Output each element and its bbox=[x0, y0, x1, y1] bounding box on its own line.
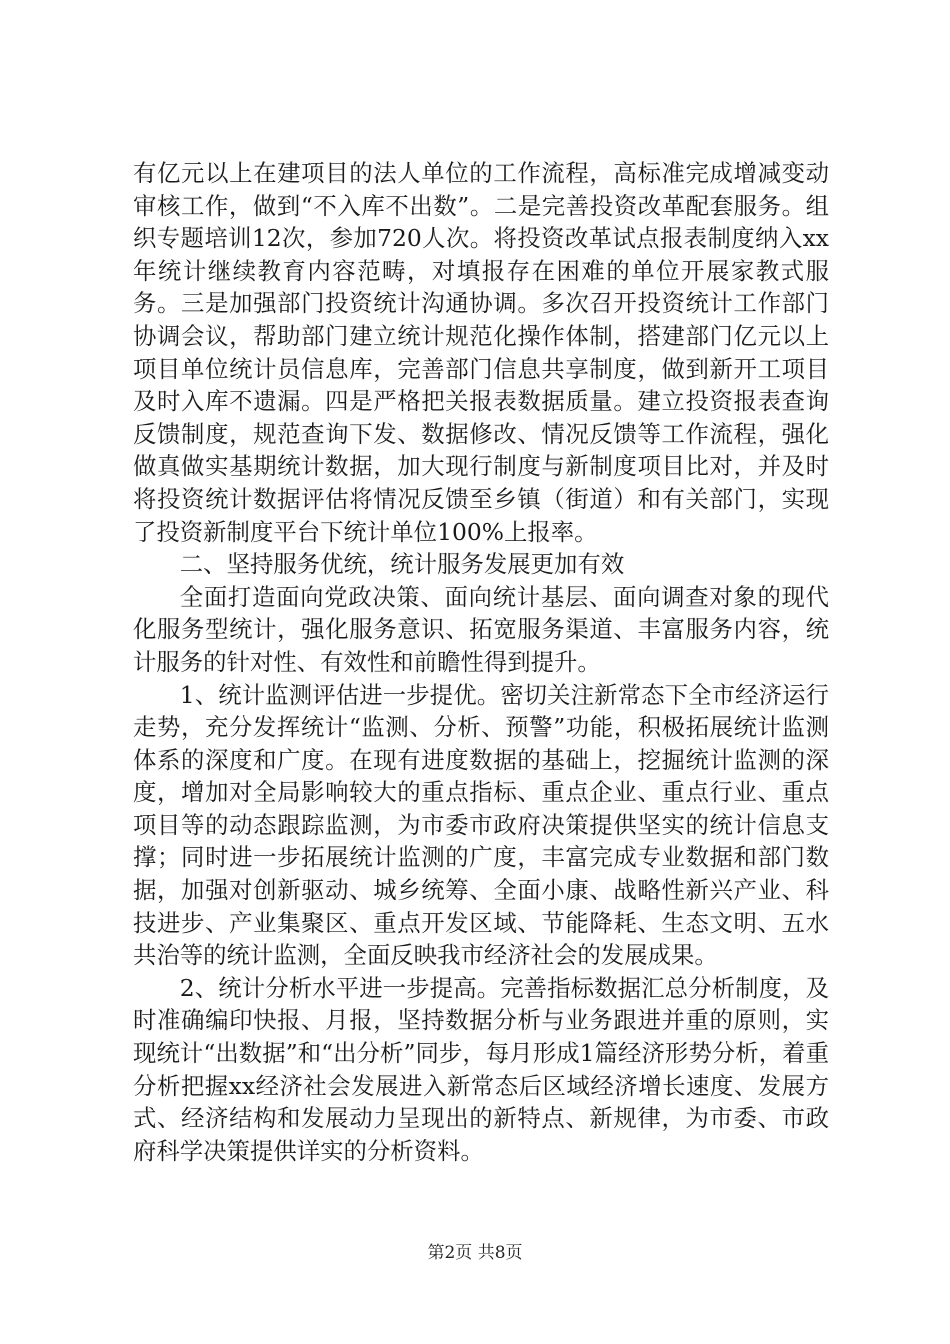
document-body bbox=[133, 157, 829, 1167]
page-footer: 第2页 共8页 bbox=[427, 1243, 523, 1263]
paragraph-item-2: 2、统计分析水平进一步提高。完善指标数据汇总分析制度，及时准确编印快报、月报，坚持数据分析与业务跟进并重的原则，实现统计“出数据”和“出分析”同步，每月形成1篇经济形势分析，着重分析把握xx经济社会发展进入新常态后区域经济增长速度、发展方式、经济结构和发展动力呈现出的新特点、新规律，为市委、市政府科学决策提供详实的分析资料。 bbox=[133, 973, 829, 1165]
section-heading: 二、坚持服务优统，统计服务发展更加有效 bbox=[179, 550, 625, 579]
paragraph-intro: 全面打造面向党政决策、面向统计基层、面向调查对象的现代化服务型统计，强化服务意识、拓宽服务渠道、丰富服务内容，统计服务的针对性、有效性和前瞻性得到提升。 bbox=[133, 582, 829, 676]
paragraph-continuation: 有亿元以上在建项目的法人单位的工作流程，高标准完成增减变动审核工作，做到“不入库不出数”。二是完善投资改革配套服务。组织专题培训12次，参加720人次。将投资改革试点报表制度纳入xx年统计继续教育内容范畴，对填报存在困难的单位开展家教式服务。三是加强部门投资统计沟通协调。多次召开投资统计工作部门协调会议，帮助部门建立统计规范化操作体制，搭建部门亿元以上项目单位统计员信息库，完善部门信息共享制度，做到新开工项目及时入库不遗漏。四是严格把关报表数据质量。建立投资报表查询反馈制度，规范查询下发、数据修改、情况反馈等工作流程，强化做真做实基期统计数据，加大现行制度与新制度项目比对，并及时将投资统计数据评估将情况反馈至乡镇（街道）和有关部门，实现了投资新制度平台下统计单位100%上报率。 bbox=[133, 159, 829, 546]
paragraph-item-1: 1、统计监测评估进一步提优。密切关注新常态下全市经济运行走势，充分发挥统计“监测、分析、预警”功能，积极拓展统计监测体系的深度和广度。在现有进度数据的基础上，挖掘统计监测的深度，增加对全局影响较大的重点指标、重点企业、重点行业、重点项目等的动态跟踪监测，为市委市政府决策提供坚实的统计信息支撑；同时进一步拓展统计监测的广度，丰富完成专业数据和部门数据，加强对创新驱动、城乡统筹、全面小康、战略性新兴产业、科技进步、产业集聚区、重点开发区域、节能降耗、生态文明、五水共治等的统计监测，全面反映我市经济社会的发展成果。 bbox=[133, 680, 829, 970]
